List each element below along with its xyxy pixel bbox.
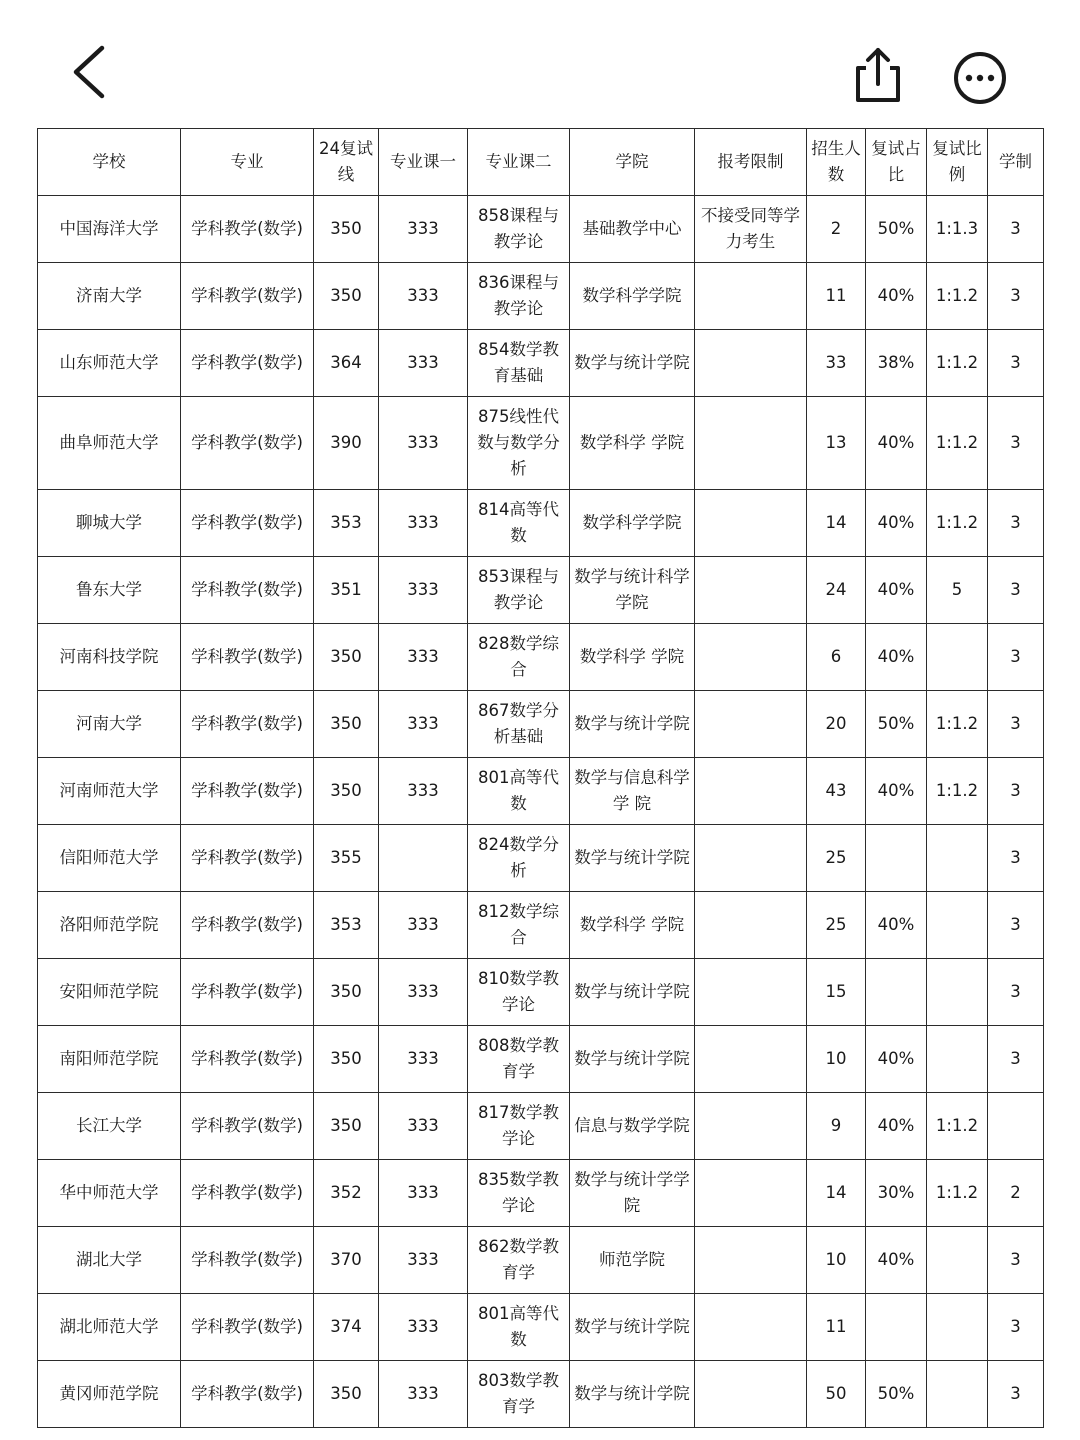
cell-duration: 3 <box>988 196 1044 263</box>
table-row <box>38 1294 1044 1361</box>
cell-major: 学科教学(数学) <box>181 1227 314 1294</box>
cell-course-1: 333 <box>379 1361 468 1428</box>
cell-enrollment: 11 <box>807 1294 866 1361</box>
cell-school: 南阳师范学院 <box>38 1026 181 1093</box>
cell-course-2: 835数学教学论 <box>468 1160 570 1227</box>
cell-restriction <box>695 1227 807 1294</box>
cell-retest-line: 350 <box>314 758 379 825</box>
cell-retest-line: 350 <box>314 196 379 263</box>
cell-course-2: 812数学综合 <box>468 892 570 959</box>
cell-restriction <box>695 397 807 490</box>
cell-enrollment: 15 <box>807 959 866 1026</box>
cell-college: 数学科学学院 <box>570 490 695 557</box>
cell-enrollment: 25 <box>807 825 866 892</box>
cell-restriction <box>695 1026 807 1093</box>
cell-retest-weight: 40% <box>866 490 927 557</box>
cell-retest-weight: 50% <box>866 196 927 263</box>
table-row <box>38 196 1044 263</box>
col-header-enrollment: 招生人数 <box>807 129 866 196</box>
cell-enrollment: 20 <box>807 691 866 758</box>
cell-major: 学科教学(数学) <box>181 330 314 397</box>
cell-duration: 3 <box>988 892 1044 959</box>
cell-course-1: 333 <box>379 397 468 490</box>
cell-retest-weight: 40% <box>866 263 927 330</box>
cell-retest-ratio: 1:1.2 <box>927 397 988 490</box>
cell-school: 长江大学 <box>38 1093 181 1160</box>
cell-course-2: 817数学教学论 <box>468 1093 570 1160</box>
cell-course-2: 803数学教育学 <box>468 1361 570 1428</box>
cell-course-2: 862数学教育学 <box>468 1227 570 1294</box>
table-row <box>38 330 1044 397</box>
share-icon[interactable] <box>848 44 908 106</box>
cell-college: 数学与统计学院 <box>570 1026 695 1093</box>
cell-retest-ratio: 1:1.2 <box>927 758 988 825</box>
cell-college: 数学与统计学院 <box>570 1361 695 1428</box>
cell-retest-ratio <box>927 1294 988 1361</box>
cell-course-1: 333 <box>379 959 468 1026</box>
cell-school: 聊城大学 <box>38 490 181 557</box>
cell-college: 数学与统计学院 <box>570 1294 695 1361</box>
cell-retest-weight: 40% <box>866 397 927 490</box>
cell-major: 学科教学(数学) <box>181 1294 314 1361</box>
cell-course-1 <box>379 825 468 892</box>
cell-retest-ratio <box>927 959 988 1026</box>
cell-college: 数学科学 学院 <box>570 397 695 490</box>
cell-duration: 3 <box>988 624 1044 691</box>
cell-course-2: 801高等代数 <box>468 758 570 825</box>
cell-course-2: 810数学教学论 <box>468 959 570 1026</box>
cell-retest-weight <box>866 959 927 1026</box>
cell-retest-line: 370 <box>314 1227 379 1294</box>
cell-duration: 3 <box>988 825 1044 892</box>
table-row <box>38 892 1044 959</box>
cell-retest-weight <box>866 1294 927 1361</box>
cell-duration: 3 <box>988 1026 1044 1093</box>
cell-course-2: 828数学综合 <box>468 624 570 691</box>
cell-restriction <box>695 758 807 825</box>
cell-college: 数学科学 学院 <box>570 892 695 959</box>
cell-school: 河南科技学院 <box>38 624 181 691</box>
cell-restriction <box>695 624 807 691</box>
table-row <box>38 490 1044 557</box>
cell-enrollment: 33 <box>807 330 866 397</box>
cell-college: 信息与数学学院 <box>570 1093 695 1160</box>
cell-retest-line: 351 <box>314 557 379 624</box>
cell-retest-weight: 50% <box>866 1361 927 1428</box>
cell-college: 数学与统计学学院 <box>570 1160 695 1227</box>
cell-course-1: 333 <box>379 892 468 959</box>
cell-course-1: 333 <box>379 196 468 263</box>
cell-college: 师范学院 <box>570 1227 695 1294</box>
cell-college: 数学与统计科学学院 <box>570 557 695 624</box>
table-row <box>38 557 1044 624</box>
cell-course-1: 333 <box>379 1294 468 1361</box>
cell-major: 学科教学(数学) <box>181 691 314 758</box>
cell-restriction <box>695 330 807 397</box>
cell-retest-ratio: 1:1.2 <box>927 1160 988 1227</box>
table-row <box>38 1026 1044 1093</box>
cell-enrollment: 24 <box>807 557 866 624</box>
cell-major: 学科教学(数学) <box>181 263 314 330</box>
cell-enrollment: 13 <box>807 397 866 490</box>
cell-duration <box>988 1093 1044 1160</box>
cell-retest-ratio <box>927 624 988 691</box>
cell-retest-ratio: 1:1.2 <box>927 1093 988 1160</box>
cell-course-1: 333 <box>379 1227 468 1294</box>
table-row <box>38 959 1044 1026</box>
cell-retest-ratio <box>927 1026 988 1093</box>
cell-retest-line: 353 <box>314 490 379 557</box>
cell-retest-weight <box>866 825 927 892</box>
cell-restriction <box>695 959 807 1026</box>
cell-restriction <box>695 1160 807 1227</box>
cell-course-2: 836课程与教学论 <box>468 263 570 330</box>
table-row <box>38 1361 1044 1428</box>
cell-duration: 3 <box>988 1294 1044 1361</box>
cell-retest-weight: 40% <box>866 557 927 624</box>
cell-enrollment: 6 <box>807 624 866 691</box>
cell-school: 河南师范大学 <box>38 758 181 825</box>
cell-school: 洛阳师范学院 <box>38 892 181 959</box>
cell-retest-ratio <box>927 1361 988 1428</box>
cell-major: 学科教学(数学) <box>181 397 314 490</box>
col-header-course-2: 专业课二 <box>468 129 570 196</box>
table-row <box>38 1227 1044 1294</box>
table-row <box>38 758 1044 825</box>
cell-retest-line: 350 <box>314 959 379 1026</box>
table-header-row <box>38 129 1044 196</box>
cell-course-1: 333 <box>379 1160 468 1227</box>
cell-retest-ratio: 1:1.2 <box>927 691 988 758</box>
cell-retest-ratio <box>927 1227 988 1294</box>
cell-school: 黄冈师范学院 <box>38 1361 181 1428</box>
cell-duration: 3 <box>988 1227 1044 1294</box>
cell-restriction <box>695 557 807 624</box>
cell-course-1: 333 <box>379 263 468 330</box>
cell-major: 学科教学(数学) <box>181 1026 314 1093</box>
cell-course-1: 333 <box>379 330 468 397</box>
cell-duration: 3 <box>988 758 1044 825</box>
cell-duration: 3 <box>988 263 1044 330</box>
cell-school: 湖北大学 <box>38 1227 181 1294</box>
cell-retest-line: 350 <box>314 624 379 691</box>
cell-course-2: 867数学分析基础 <box>468 691 570 758</box>
cell-enrollment: 50 <box>807 1361 866 1428</box>
cell-course-1: 333 <box>379 1093 468 1160</box>
cell-course-1: 333 <box>379 557 468 624</box>
cell-course-2: 853课程与教学论 <box>468 557 570 624</box>
cell-course-2: 814高等代数 <box>468 490 570 557</box>
cell-school: 中国海洋大学 <box>38 196 181 263</box>
col-header-course-1: 专业课一 <box>379 129 468 196</box>
cell-retest-weight: 40% <box>866 1093 927 1160</box>
cell-major: 学科教学(数学) <box>181 825 314 892</box>
cell-retest-line: 350 <box>314 263 379 330</box>
cell-school: 安阳师范学院 <box>38 959 181 1026</box>
cell-school: 曲阜师范大学 <box>38 397 181 490</box>
cell-course-1: 333 <box>379 758 468 825</box>
cell-duration: 3 <box>988 959 1044 1026</box>
cell-restriction <box>695 1361 807 1428</box>
cell-college: 数学科学 学院 <box>570 624 695 691</box>
cell-enrollment: 10 <box>807 1227 866 1294</box>
cell-course-2: 854数学教育基础 <box>468 330 570 397</box>
cell-restriction <box>695 263 807 330</box>
cell-college: 基础教学中心 <box>570 196 695 263</box>
table-row <box>38 397 1044 490</box>
cell-college: 数学与信息科学学 院 <box>570 758 695 825</box>
cell-school: 华中师范大学 <box>38 1160 181 1227</box>
cell-duration: 2 <box>988 1160 1044 1227</box>
cell-retest-ratio: 1:1.2 <box>927 263 988 330</box>
table-row <box>38 825 1044 892</box>
cell-enrollment: 9 <box>807 1093 866 1160</box>
cell-retest-ratio: 1:1.2 <box>927 330 988 397</box>
top-bar <box>0 0 1080 128</box>
cell-restriction <box>695 825 807 892</box>
cell-school: 湖北师范大学 <box>38 1294 181 1361</box>
cell-course-2: 801高等代数 <box>468 1294 570 1361</box>
col-header-retest-ratio: 复试比例 <box>927 129 988 196</box>
cell-enrollment: 14 <box>807 1160 866 1227</box>
cell-college: 数学与统计学院 <box>570 959 695 1026</box>
cell-college: 数学科学学院 <box>570 263 695 330</box>
cell-major: 学科教学(数学) <box>181 557 314 624</box>
col-header-school: 学校 <box>38 129 181 196</box>
cell-retest-line: 350 <box>314 1361 379 1428</box>
cell-retest-ratio <box>927 825 988 892</box>
cell-retest-weight: 38% <box>866 330 927 397</box>
cell-duration: 3 <box>988 1361 1044 1428</box>
cell-school: 济南大学 <box>38 263 181 330</box>
cell-retest-line: 355 <box>314 825 379 892</box>
cell-major: 学科教学(数学) <box>181 1361 314 1428</box>
table-row <box>38 1093 1044 1160</box>
cell-major: 学科教学(数学) <box>181 490 314 557</box>
cell-retest-weight: 40% <box>866 758 927 825</box>
cell-enrollment: 25 <box>807 892 866 959</box>
table-row <box>38 263 1044 330</box>
cell-college: 数学与统计学院 <box>570 825 695 892</box>
col-header-duration: 学制 <box>988 129 1044 196</box>
cell-retest-weight: 40% <box>866 624 927 691</box>
table-row <box>38 624 1044 691</box>
cell-enrollment: 11 <box>807 263 866 330</box>
cell-retest-line: 350 <box>314 1026 379 1093</box>
cell-restriction <box>695 1294 807 1361</box>
cell-enrollment: 14 <box>807 490 866 557</box>
cell-major: 学科教学(数学) <box>181 892 314 959</box>
cell-retest-line: 390 <box>314 397 379 490</box>
cell-school: 鲁东大学 <box>38 557 181 624</box>
cell-enrollment: 43 <box>807 758 866 825</box>
cell-retest-ratio <box>927 892 988 959</box>
more-horizontal-icon[interactable] <box>950 48 1010 108</box>
cell-duration: 3 <box>988 557 1044 624</box>
cell-restriction <box>695 691 807 758</box>
cell-retest-weight: 40% <box>866 892 927 959</box>
cell-major: 学科教学(数学) <box>181 624 314 691</box>
cell-restriction <box>695 892 807 959</box>
cell-enrollment: 2 <box>807 196 866 263</box>
cell-course-2: 858课程与教学论 <box>468 196 570 263</box>
cell-retest-ratio: 5 <box>927 557 988 624</box>
col-header-retest-line: 24复试线 <box>314 129 379 196</box>
cell-duration: 3 <box>988 397 1044 490</box>
cell-retest-ratio: 1:1.3 <box>927 196 988 263</box>
cell-retest-weight: 40% <box>866 1227 927 1294</box>
cell-retest-ratio: 1:1.2 <box>927 490 988 557</box>
cell-major: 学科教学(数学) <box>181 758 314 825</box>
cell-retest-line: 352 <box>314 1160 379 1227</box>
col-header-retest-weight: 复试占比 <box>866 129 927 196</box>
cell-retest-line: 350 <box>314 1093 379 1160</box>
cell-enrollment: 10 <box>807 1026 866 1093</box>
cell-course-2: 875线性代数与数学分析 <box>468 397 570 490</box>
cell-course-1: 333 <box>379 1026 468 1093</box>
cell-duration: 3 <box>988 691 1044 758</box>
cell-retest-weight: 50% <box>866 691 927 758</box>
col-header-college: 学院 <box>570 129 695 196</box>
cell-retest-line: 374 <box>314 1294 379 1361</box>
table-row <box>38 1160 1044 1227</box>
cell-course-1: 333 <box>379 490 468 557</box>
chevron-left-icon[interactable] <box>60 40 120 104</box>
cell-retest-line: 350 <box>314 691 379 758</box>
cell-major: 学科教学(数学) <box>181 1093 314 1160</box>
cell-college: 数学与统计学院 <box>570 691 695 758</box>
admission-table <box>37 128 1044 1428</box>
cell-school: 山东师范大学 <box>38 330 181 397</box>
cell-college: 数学与统计学院 <box>570 330 695 397</box>
cell-retest-weight: 30% <box>866 1160 927 1227</box>
cell-major: 学科教学(数学) <box>181 1160 314 1227</box>
cell-duration: 3 <box>988 330 1044 397</box>
cell-retest-weight: 40% <box>866 1026 927 1093</box>
col-header-restriction: 报考限制 <box>695 129 807 196</box>
cell-retest-line: 364 <box>314 330 379 397</box>
cell-school: 河南大学 <box>38 691 181 758</box>
cell-restriction <box>695 1093 807 1160</box>
cell-restriction: 不接受同等学力考生 <box>695 196 807 263</box>
cell-course-1: 333 <box>379 691 468 758</box>
cell-course-2: 824数学分析 <box>468 825 570 892</box>
table-row <box>38 691 1044 758</box>
cell-major: 学科教学(数学) <box>181 196 314 263</box>
cell-course-2: 808数学教育学 <box>468 1026 570 1093</box>
cell-restriction <box>695 490 807 557</box>
cell-major: 学科教学(数学) <box>181 959 314 1026</box>
col-header-major: 专业 <box>181 129 314 196</box>
cell-school: 信阳师范大学 <box>38 825 181 892</box>
cell-duration: 3 <box>988 490 1044 557</box>
cell-retest-line: 353 <box>314 892 379 959</box>
cell-course-1: 333 <box>379 624 468 691</box>
